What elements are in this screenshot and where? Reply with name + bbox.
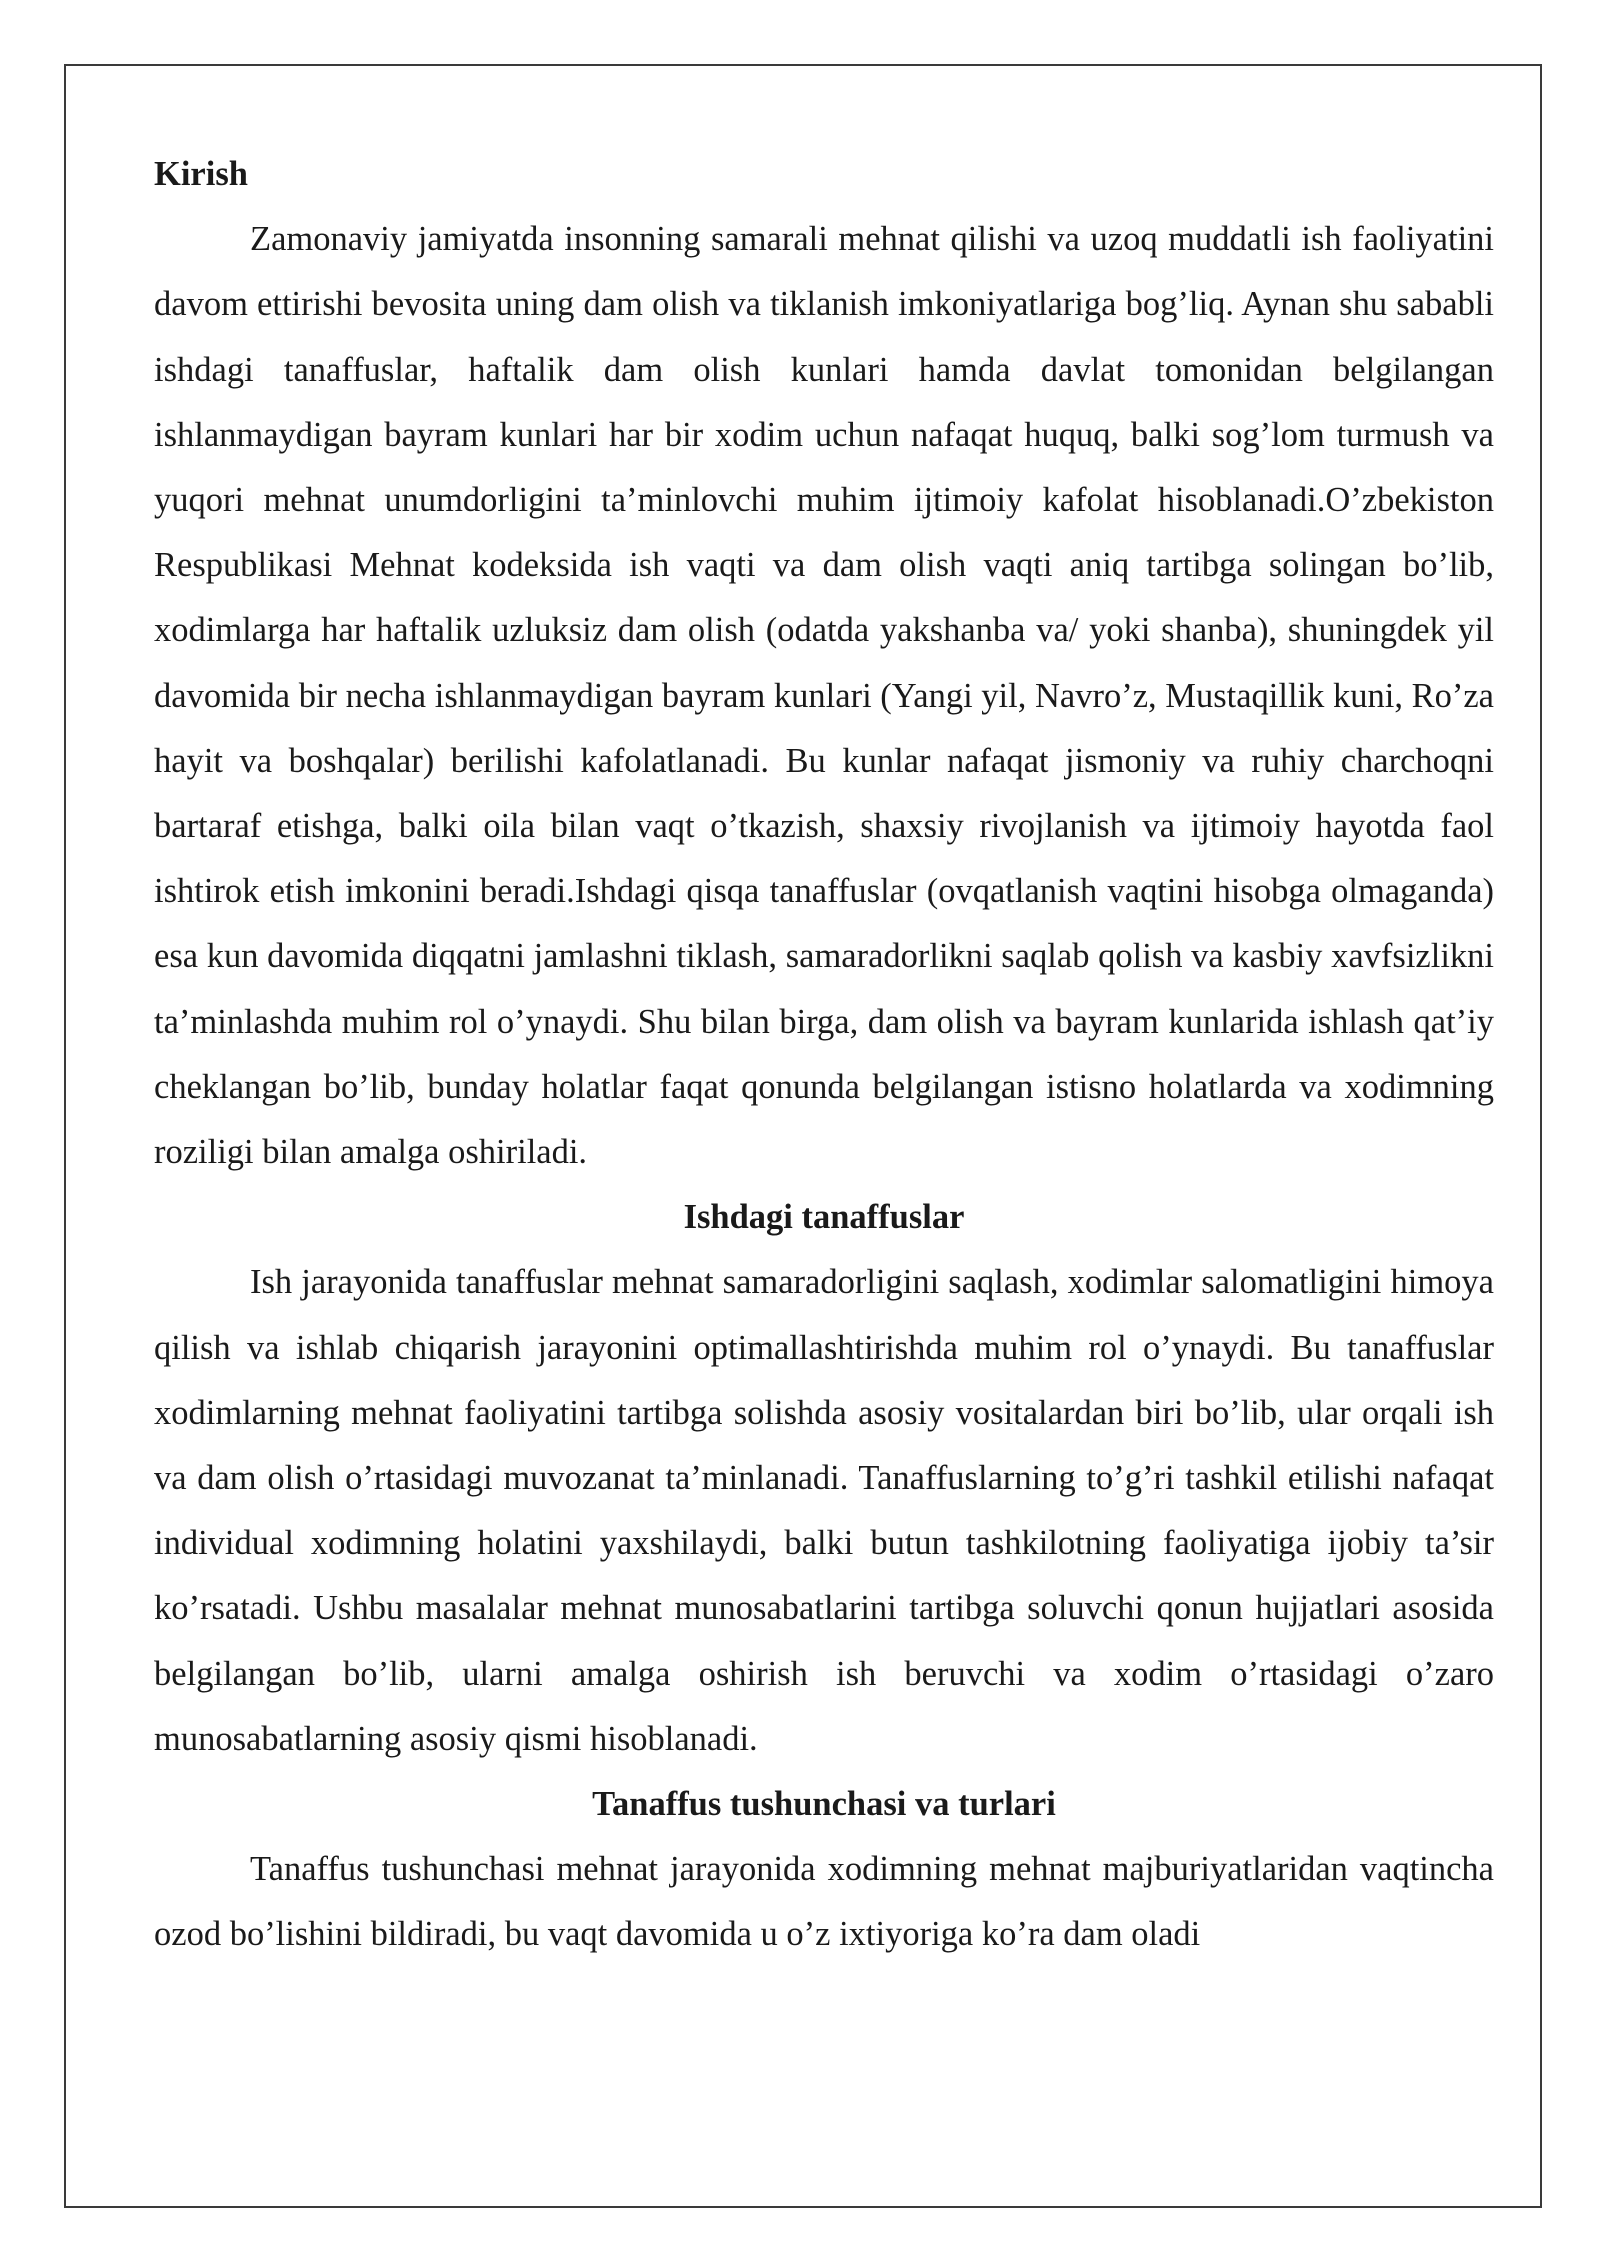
section-heading-tanaffus-tushunchasi: Tanaffus tushunchasi va turlari [592, 1785, 1056, 1824]
paragraph-ishdagi-tanaffuslar: Ish jarayonida tanaffuslar mehnat samaradorligini saqlash, xodimlar salomatligini himoya qilish va ishlab chiqarish jarayonini optimallashtirishda muhim rol o’ynaydi. Bu tanaffuslar xodimlarning mehnat faoliyatini tartibga solishda asosiy vositalardan biri bo’lib, ular orqali ish va dam olish o’rtasidagi muvozanat ta’minlanadi. Tanaffuslarning to’g’ri tashkil etilishi nafaqat individual xodimning holatini yaxshilaydi, balki butun tashkilotning faoliyatiga ijobiy ta’sir ko’rsatadi. Ushbu masalalar mehnat munosabatlarini tartibga soluvchi qonun hujjatlari asosida belgilangan bo’lib, ularni amalga oshirish ish beruvchi va xodim o’rtasidagi o’zaro munosabatlarning asosiy qismi hisoblanadi. [154, 1263, 1494, 1758]
document-body [154, 142, 1494, 1968]
paragraph-kirish: Zamonaviy jamiyatda insonning samarali mehnat qilishi va uzoq muddatli ish faoliyatini davom ettirishi bevosita uning dam olish va tiklanish imkoniyatlariga bog’liq. Aynan shu sababli ishdagi tanaffuslar, haftalik dam olish kunlari hamda davlat tomonidan belgilangan ishlanmaydigan bayram kunlari har bir xodim uchun nafaqat huquq, balki sog’lom turmush va yuqori mehnat unumdorligini ta’minlovchi muhim ijtimoiy kafolat hisoblanadi.O’zbekiston Respublikasi Mehnat kodeksida ish vaqti va dam olish vaqti aniq tartibga solingan bo’lib, xodimlarga har haftalik uzluksiz dam olish (odatda yakshanba va/ yoki shanba), shuningdek yil davomida bir necha ishlanmaydigan bayram kunlari (Yangi yil, Navro’z, Mustaqillik kuni, Ro’za hayit va boshqalar) berilishi kafolatlanadi. Bu kunlar nafaqat jismoniy va ruhiy charchoqni bartaraf etishga, balki oila bilan vaqt o’tkazish, shaxsiy rivojlanish va ijtimoiy hayotda faol ishtirok etish imkonini beradi.Ishdagi qisqa tanaffuslar (ovqatlanish vaqtini hisobga olmaganda) esa kun davomida diqqatni jamlashni tiklash, samaradorlikni saqlab qolish va kasbiy xavfsizlikni ta’minlashda muhim rol o’ynaydi. Shu bilan birga, dam olish va bayram kunlarida ishlash qat’iy cheklangan bo’lib, bunday holatlar faqat qonunda belgilangan istisno holatlarda va xodimning roziligi bilan amalga oshiriladi. [154, 220, 1494, 1172]
section-heading-ishdagi-tanaffuslar: Ishdagi tanaffuslar [683, 1198, 965, 1237]
paragraph-tanaffus-tushunchasi: Tanaffus tushunchasi mehnat jarayonida xodimning mehnat majburiyatlaridan vaqtincha ozod bo’lishini bildiradi, bu vaqt davomida u o’z ixtiyoriga ko’ra dam oladi [154, 1850, 1494, 1954]
section-heading-kirish: Kirish [154, 155, 248, 193]
